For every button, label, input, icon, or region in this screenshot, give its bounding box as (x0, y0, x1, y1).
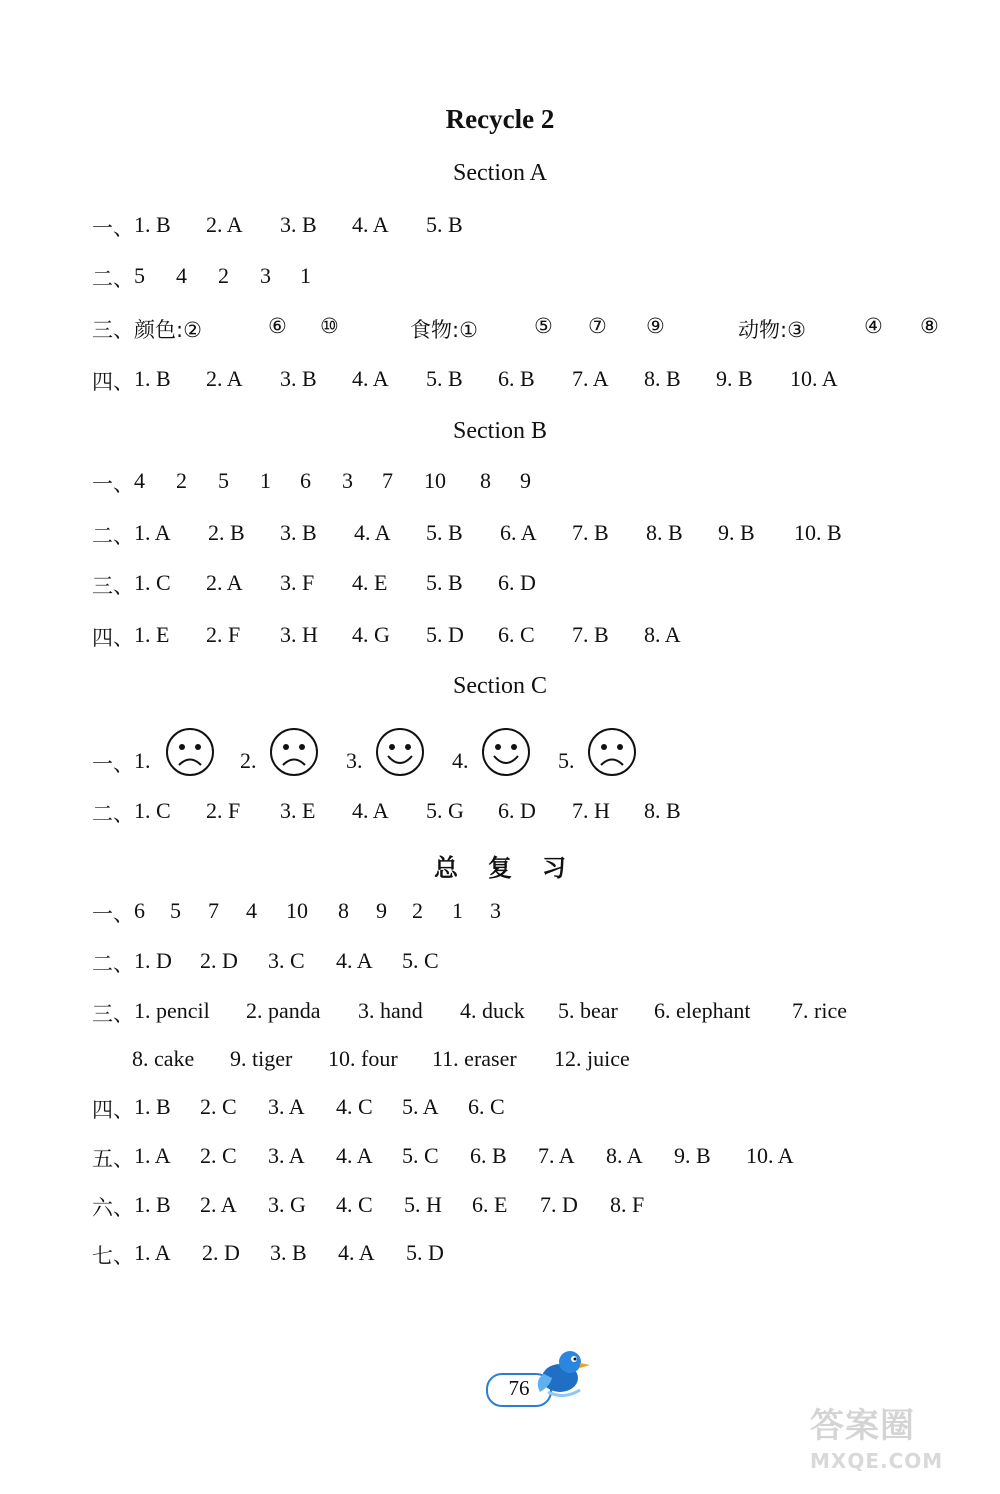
answer: 5. H (404, 1192, 442, 1217)
answer: 8. cake (132, 1046, 195, 1071)
answer: ⑤ (534, 314, 553, 338)
answer: 3 (490, 898, 501, 923)
sad-face-icon (268, 726, 320, 778)
answer: 9. B (674, 1143, 711, 1168)
answer: 1. A (134, 1143, 171, 1168)
question-label: 二、 (92, 524, 134, 548)
question-label: 五、 (92, 1147, 134, 1171)
answer: 2. C (200, 1094, 237, 1119)
question-label: 一、 (92, 216, 134, 240)
answer: 5 (170, 898, 181, 923)
answer: 2. F (206, 622, 241, 647)
answer: 10. four (328, 1046, 398, 1071)
answer: 7. D (540, 1192, 578, 1217)
answer: 8. A (606, 1143, 643, 1168)
answer: 5 (218, 468, 229, 493)
answer: 7. H (572, 798, 610, 823)
answer: ④ (864, 314, 883, 338)
answer: 4 (176, 263, 187, 288)
answer: 4. A (352, 212, 389, 237)
answer: 2. A (206, 366, 243, 391)
answer: 5. B (426, 212, 463, 237)
answer: 7. B (572, 622, 609, 647)
answer: 3. H (280, 622, 318, 647)
answer: 1. pencil (134, 998, 210, 1023)
question-label: 二、 (92, 267, 134, 291)
answer: 10 (424, 468, 446, 493)
answer: 5. bear (558, 998, 618, 1023)
happy-face-icon (480, 726, 532, 778)
answer: 3. E (280, 798, 316, 823)
question-label: 七、 (92, 1244, 134, 1268)
page-title: Recycle 2 (445, 104, 555, 134)
answer: 8. B (644, 366, 681, 391)
answer: 9. B (718, 520, 755, 545)
answer: 1. B (134, 212, 171, 237)
answer: 6. B (470, 1143, 507, 1168)
answer: ⑨ (646, 314, 665, 338)
answer: 10. A (790, 366, 838, 391)
answer: 1 (300, 263, 311, 288)
page-number: 76 (508, 1376, 530, 1400)
answer: 2. A (206, 570, 243, 595)
answer: 9 (376, 898, 387, 923)
answer: 9 (520, 468, 531, 493)
watermark-logo: 答案圈 (810, 1406, 915, 1446)
answer: 4 (246, 898, 257, 923)
answer: 颜色:② (134, 318, 202, 342)
answer: 4. C (336, 1192, 373, 1217)
answer: 6. elephant (654, 998, 751, 1023)
answer: 5. B (426, 520, 463, 545)
answer: 9. tiger (230, 1046, 293, 1071)
answer: 5. C (402, 1143, 439, 1168)
answer: 11. eraser (432, 1046, 517, 1071)
answer: 10. A (746, 1143, 794, 1168)
answer: 4. A (354, 520, 391, 545)
answer: 1. B (134, 366, 171, 391)
section-c-title: Section C (453, 673, 547, 699)
answer: 5. B (426, 366, 463, 391)
answer: 3. B (270, 1240, 307, 1265)
answer: ⑦ (588, 314, 607, 338)
answer: 7. B (572, 520, 609, 545)
answer-number: 1. (134, 748, 151, 773)
answer: 6. D (498, 570, 536, 595)
question-label: 三、 (92, 1002, 134, 1026)
answer: 3. hand (358, 998, 423, 1023)
answer: 2. A (206, 212, 243, 237)
question-label: 四、 (92, 626, 134, 650)
answer: 食物:① (410, 318, 478, 342)
section-b-title: Section B (453, 418, 547, 444)
answer-number: 4. (452, 748, 469, 773)
question-label: 二、 (92, 952, 134, 976)
question-label: 一、 (92, 902, 134, 926)
answer: 8. A (644, 622, 681, 647)
answer: 1. C (134, 570, 171, 595)
answer: 3 (260, 263, 271, 288)
answer: 2. F (206, 798, 241, 823)
happy-face-icon (374, 726, 426, 778)
question-label: 一、 (92, 752, 134, 776)
answer: 1. B (134, 1094, 171, 1119)
answer: 动物:③ (738, 318, 806, 342)
section-a-title: Section A (453, 160, 547, 186)
answer: 6 (134, 898, 145, 923)
answer: 12. juice (554, 1046, 630, 1071)
answer: 5. B (426, 570, 463, 595)
answer: 7 (208, 898, 219, 923)
question-label: 三、 (92, 574, 134, 598)
answer: 6. C (498, 622, 535, 647)
answer: 1. B (134, 1192, 171, 1217)
answer: ⑩ (320, 314, 339, 338)
answer: 3. F (280, 570, 315, 595)
answer: 3. B (280, 212, 317, 237)
answer: 1 (452, 898, 463, 923)
answer: 6. D (498, 798, 536, 823)
answer: 10. B (794, 520, 842, 545)
answer: 5. C (402, 948, 439, 973)
answer: 5. D (406, 1240, 444, 1265)
answer: 1. A (134, 1240, 171, 1265)
answer: 6. A (500, 520, 537, 545)
answer: 3. G (268, 1192, 306, 1217)
answer: 2. D (200, 948, 238, 973)
answer: 4. G (352, 622, 390, 647)
answer: 5. D (426, 622, 464, 647)
answer: 3. C (268, 948, 305, 973)
review-title: 总复习 (434, 854, 596, 882)
answer: 8. B (646, 520, 683, 545)
answer: 8 (480, 468, 491, 493)
answer: 6 (300, 468, 311, 493)
answer: 6. C (468, 1094, 505, 1119)
answer: 1. A (134, 520, 171, 545)
sad-face-icon (586, 726, 638, 778)
answer: 1. C (134, 798, 171, 823)
question-label: 一、 (92, 472, 134, 496)
answer: 1. D (134, 948, 172, 973)
answer: 8. B (644, 798, 681, 823)
answer: 8. F (610, 1192, 645, 1217)
answer: 5. G (426, 798, 464, 823)
answer: 6. B (498, 366, 535, 391)
answer: 4. A (352, 366, 389, 391)
answer: 7 (382, 468, 393, 493)
sad-face-icon (164, 726, 216, 778)
answer: 7. rice (792, 998, 847, 1023)
answer: 4. A (338, 1240, 375, 1265)
question-label: 四、 (92, 370, 134, 394)
answer: 5 (134, 263, 145, 288)
answer: 1 (260, 468, 271, 493)
answer: 3. B (280, 366, 317, 391)
answer: 2 (176, 468, 187, 493)
answer: 3. B (280, 520, 317, 545)
answer: 2. B (208, 520, 245, 545)
answer: 4. duck (460, 998, 525, 1023)
answer: 2 (412, 898, 423, 923)
answer: 8 (338, 898, 349, 923)
question-label: 六、 (92, 1196, 134, 1220)
answer: 2. C (200, 1143, 237, 1168)
answer: 4. C (336, 1094, 373, 1119)
answer: 4. E (352, 570, 388, 595)
answer-number: 2. (240, 748, 257, 773)
bird-mascot-icon (530, 1340, 594, 1402)
answer: 2. D (202, 1240, 240, 1265)
answer: 3. A (268, 1143, 305, 1168)
answer: 4. A (352, 798, 389, 823)
answer: ⑧ (920, 314, 939, 338)
answer: 7. A (538, 1143, 575, 1168)
question-label: 二、 (92, 802, 134, 826)
answer: 6. E (472, 1192, 508, 1217)
question-label: 三、 (92, 318, 134, 342)
answer: 4. A (336, 948, 373, 973)
answer: 4 (134, 468, 145, 493)
watermark (810, 1398, 943, 1473)
answer: 2 (218, 263, 229, 288)
answer: 3. A (268, 1094, 305, 1119)
answer-number: 3. (346, 748, 363, 773)
watermark-url: MXQE.COM (810, 1449, 944, 1473)
answer: 1. E (134, 622, 170, 647)
answer: 7. A (572, 366, 609, 391)
question-label: 四、 (92, 1098, 134, 1122)
answer: 2. panda (246, 998, 321, 1023)
answer: 5. A (402, 1094, 439, 1119)
answer: 4. A (336, 1143, 373, 1168)
answer: 3 (342, 468, 353, 493)
answer: 9. B (716, 366, 753, 391)
answer: 2. A (200, 1192, 237, 1217)
answer: 10 (286, 898, 308, 923)
answer: ⑥ (268, 314, 287, 338)
answer-number: 5. (558, 748, 575, 773)
